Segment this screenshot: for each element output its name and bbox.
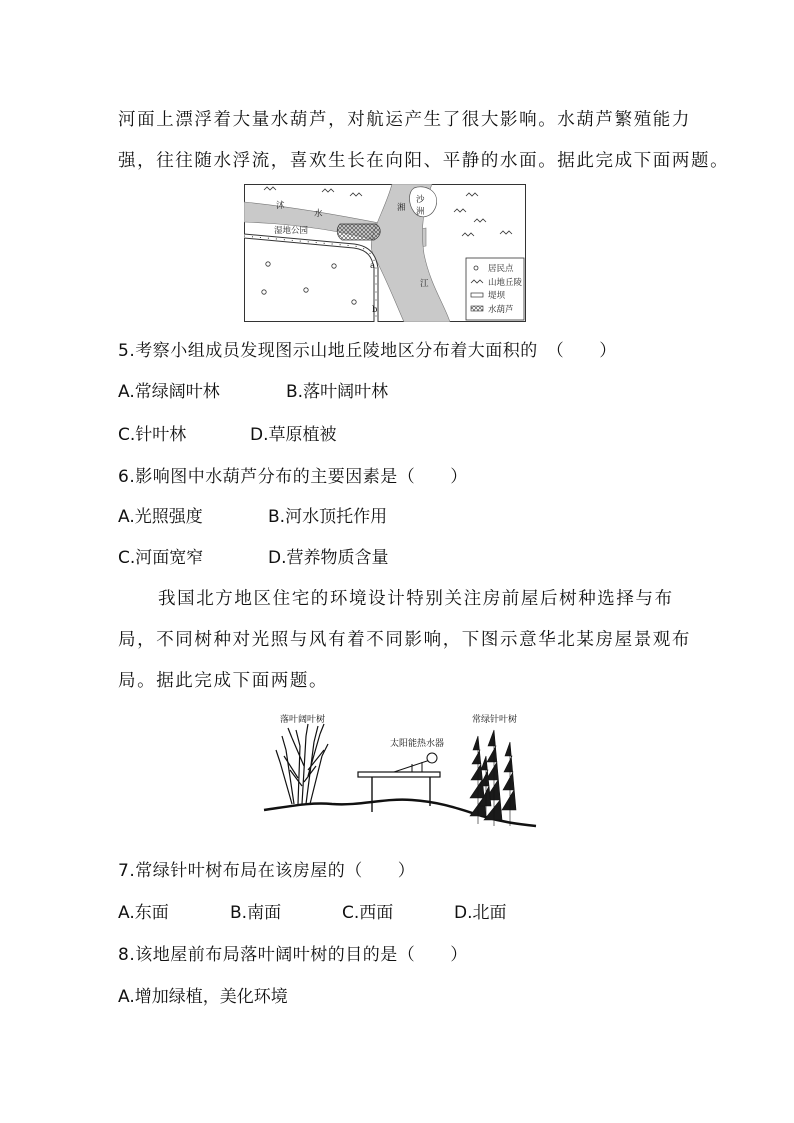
map-label-river-c2: 江 — [420, 279, 429, 289]
river-map-figure — [244, 184, 526, 322]
q6-option-d[interactable]: D.营养物质含量 — [268, 548, 389, 568]
map-label-river-b: 水 — [314, 209, 323, 219]
passage1-line1: 河面上漂浮着大量水葫芦，对航运产生了很大影响。水葫芦繁殖能力 — [118, 110, 691, 130]
passage1-line2: 强，往往随水浮流，喜欢生长在向阳、平静的水面。据此完成下面两题。 — [118, 151, 730, 171]
q5-option-a[interactable]: A.常绿阔叶林 — [118, 382, 220, 402]
hyacinth-patch — [337, 224, 380, 240]
q5-option-b[interactable]: B.落叶阔叶林 — [286, 382, 389, 402]
q7-stem: 7.常绿针叶树布局在该房屋的（ ） — [118, 861, 416, 881]
house-landscape-figure — [262, 706, 538, 838]
solar-heater — [394, 753, 437, 772]
legend-dam: 堤坝 — [488, 291, 506, 301]
map-label-park: 湿地公园 — [274, 226, 309, 236]
q5-option-c[interactable]: C.针叶林 — [118, 425, 187, 445]
map-label-river-c1: 湘 — [397, 203, 406, 213]
q7-option-b[interactable]: B.南面 — [230, 903, 282, 923]
house — [358, 772, 440, 812]
q5-option-d[interactable]: D.草原植被 — [250, 425, 337, 445]
legend-hill: 山地丘陵 — [488, 278, 523, 288]
legend-residence: 居民点 — [488, 264, 514, 274]
label-deciduous: 落叶阔叶树 — [280, 715, 326, 725]
map-label-mark-b: b — [372, 305, 378, 315]
q7-option-c[interactable]: C.西面 — [342, 903, 394, 923]
deciduous-tree — [276, 724, 328, 804]
map-label-sandbar-2: 洲 — [416, 207, 425, 217]
q7-option-d[interactable]: D.北面 — [454, 903, 507, 923]
q8-stem: 8.该地屋前布局落叶阔叶树的目的是（ ） — [118, 945, 468, 965]
q5-stem: 5.考察小组成员发现图示山地丘陵地区分布着大面积的 （ ） — [118, 341, 617, 361]
map-label-river-a: 沭 — [276, 201, 285, 211]
passage2-line3: 局。据此完成下面两题。 — [118, 671, 329, 691]
label-conifer: 常绿针叶树 — [472, 715, 518, 725]
passage2-line2: 局，不同树种对光照与风有着不同影响，下图示意华北某房屋景观布 — [118, 630, 691, 650]
q7-option-a[interactable]: A.东面 — [118, 903, 169, 923]
q6-option-a[interactable]: A.光照强度 — [118, 507, 203, 527]
conifer-trees — [470, 730, 516, 826]
map-label-sandbar-1: 沙 — [416, 195, 425, 205]
map-label-mark-a: a — [370, 261, 376, 271]
q6-option-c[interactable]: C.河面宽窄 — [118, 548, 204, 568]
legend-hyacinth: 水葫芦 — [488, 305, 514, 315]
q6-option-b[interactable]: B.河水顶托作用 — [268, 507, 388, 527]
map-legend — [466, 258, 524, 320]
q8-option-a[interactable]: A.增加绿植，美化环境 — [118, 987, 288, 1007]
label-solar-heater: 太阳能热水器 — [390, 739, 445, 749]
q6-stem: 6.影响图中水葫芦分布的主要因素是（ ） — [118, 467, 468, 487]
passage2-line1: 我国北方地区住宅的环境设计特别关注房前屋后树种选择与布 — [158, 589, 674, 609]
